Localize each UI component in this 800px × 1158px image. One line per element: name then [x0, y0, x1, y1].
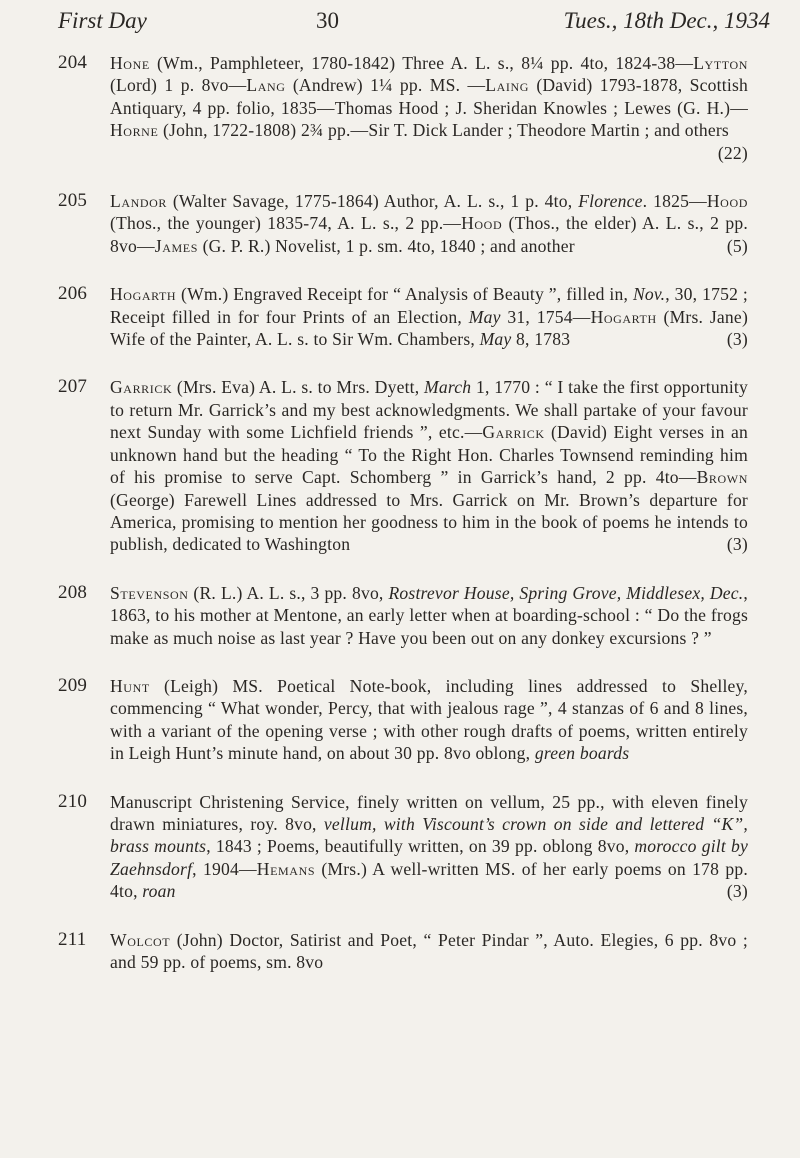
- lot-number: 204: [58, 52, 88, 73]
- lot-italic-text: morocco gilt by Zaehnsdorf: [110, 836, 748, 879]
- lot-text: (George) Farewell Lines addressed to Mrs. Garrick on Mr. Brown’s departure for America, promising to mention her goodness to him in the book of poems he intends to publish, dedicated to Washington: [110, 489, 748, 555]
- lot-italic-text: May: [468, 306, 501, 327]
- lot-text: , 1863, to his mother at Mentone, an early letter when at boarding-school : “ Do the frogs make as much noise as last year ? Have you been out on any donkey excursions ? ”: [110, 582, 748, 648]
- lot-number: 206: [58, 283, 88, 305]
- lot-text: (Mrs. Eva) A. L. s. to Mrs. Dyett,: [172, 377, 425, 398]
- lot-number: 209: [58, 674, 88, 696]
- author-name: Hemans: [256, 858, 316, 879]
- page-number: 30: [316, 8, 339, 33]
- session-label: First Day: [58, 8, 147, 33]
- lot-text: (G. P. R.) Novelist, 1 p. sm. 4to, 1840 ; and another: [197, 235, 575, 256]
- lot-text: Manuscript Christening Service, finely written on vellum, 25 pp., with eleven finely drawn miniatures, roy. 8vo,: [110, 791, 748, 834]
- lot-text: (John, 1722-1808) 2¾ pp.—Sir T. Dick Lander ; Theodore Martin ; and others: [158, 120, 729, 141]
- lot-number: 205: [58, 190, 88, 212]
- item-count: (5): [726, 235, 748, 256]
- author-name: James: [154, 235, 198, 256]
- lot-entry-205: [0, 190, 800, 257]
- lot-italic-text: Rostrevor House, Spring Grove, Middlesex, Dec.: [388, 582, 744, 603]
- lot-text: (David) Eight verses in an unknown hand but the heading “ To the Right Hon. Charles Townsend reminding him of his promise to serve Capt. Schomberg ” in Garrick’s hand, 2 pp. 4to—: [110, 422, 748, 488]
- item-count: (3): [726, 881, 748, 902]
- lot-text: , 1904—: [192, 858, 257, 879]
- lot-text: (Mrs.) A well-written MS. of her early poems on 178 pp. 4to,: [110, 858, 748, 902]
- lot-text: (Lord) 1 p. 8vo—: [110, 75, 247, 96]
- author-name: Garrick: [482, 422, 545, 443]
- lot-text: (Walter Savage, 1775-1864) Author, A. L. s., 1 p. 4to,: [167, 191, 579, 212]
- lot-italic-text: May: [479, 329, 512, 350]
- author-name: Landor: [110, 191, 168, 212]
- lot-text: (Thos., the younger) 1835-74, A. L. s., 2 pp.—: [110, 213, 462, 234]
- lot-entry-210: [0, 791, 800, 903]
- author-name: Brown: [696, 467, 748, 488]
- lot-text: (Mrs. Jane) Wife of the Painter, A. L. s. to Sir Wm. Chambers,: [110, 306, 748, 350]
- author-name: Hone: [110, 53, 150, 73]
- lot-text: 1, 1770 : “ I take the first opportunity to return Mr. Garrick’s and my best acknowledgments. We shall partake of your favour next Sunday with some Lichfield friends ”, etc.—: [110, 377, 748, 443]
- author-name: Laing: [485, 75, 530, 96]
- author-name: Hogarth: [590, 306, 657, 327]
- author-name: Lang: [246, 75, 286, 96]
- author-name: Hood: [706, 191, 748, 212]
- author-name: Hunt: [110, 675, 150, 696]
- lot-text: (David) 1793-1878, Scottish Antiquary, 4 pp. folio, 1835—Thomas Hood ; J. Sheridan Knowles ; Lewes (G. H.)—: [110, 75, 748, 118]
- lot-text: 8, 1783: [511, 329, 571, 350]
- lot-number: 210: [58, 790, 88, 812]
- lot-number: 211: [58, 928, 87, 950]
- lot-text: , 1843 ; Poems, beautifully written, on 39 pp. oblong 8vo,: [206, 836, 635, 857]
- lot-text: 31, 1754—: [500, 306, 591, 327]
- lot-entry-211: [0, 929, 800, 974]
- author-name: Hogarth: [110, 284, 177, 305]
- lot-text: (Thos., the elder) A. L. s., 2 pp. 8vo—: [110, 213, 748, 256]
- lot-italic-text: Florence: [578, 191, 643, 212]
- lot-text: (John) Doctor, Satirist and Poet, “ Peter Pindar ”, Auto. Elegies, 6 pp. 8vo ; and 59 pp. of poems, sm. 8vo: [110, 929, 748, 972]
- page-header: [58, 8, 770, 38]
- author-name: Hood: [461, 213, 503, 234]
- author-name: Horne: [110, 120, 159, 141]
- author-name: Wolcot: [110, 929, 171, 950]
- lot-entry-208: [0, 582, 800, 649]
- item-count: (3): [726, 329, 748, 350]
- lot-entry-207: [0, 376, 800, 555]
- lot-text: . 1825—: [642, 191, 707, 212]
- lot-text: (Wm., Pamphleteer, 1780-1842) Three A. L. s., 8¼ pp. 4to, 1824-38—: [149, 53, 694, 73]
- lot-entry-204: [0, 52, 800, 164]
- item-count: (3): [726, 534, 748, 555]
- catalogue-entries: [0, 52, 800, 999]
- lot-italic-text: vellum, with Viscount’s crown on side and lettered “K”, brass mounts: [110, 813, 748, 857]
- lot-text: (Wm.) Engraved Receipt for “ Analysis of Beauty ”, filled in,: [176, 284, 633, 305]
- lot-number: 208: [58, 581, 88, 603]
- lot-entry-206: [0, 283, 800, 350]
- lot-italic-text: March: [424, 377, 472, 398]
- lot-italic-text: Nov.: [632, 284, 666, 305]
- lot-italic-text: green boards: [534, 743, 630, 764]
- lot-number: 207: [58, 376, 88, 398]
- lot-italic-text: roan: [142, 881, 176, 902]
- author-name: Garrick: [110, 377, 173, 398]
- author-name: Lytton: [693, 53, 748, 73]
- lot-text: , 30, 1752 ; Receipt filled in for four Prints of an Election,: [110, 284, 748, 327]
- lot-text: (Leigh) MS. Poetical Note-book, including lines addressed to Shelley, commencing “ What wonder, Percy, that with jealous rage ”, 4 stanzas of 6 and 8 lines, with a variant of the opening verse ; with other rough drafts of poems, written entirely in Leigh Hunt’s minute hand, on about 30 pp. 8vo oblong,: [110, 675, 748, 764]
- lot-text: (R. L.) A. L. s., 3 pp. 8vo,: [188, 582, 389, 603]
- item-count: (22): [717, 142, 748, 163]
- author-name: Stevenson: [110, 582, 189, 603]
- lot-entry-209: [0, 675, 800, 765]
- lot-text: (Andrew) 1¼ pp. MS. —: [285, 75, 486, 96]
- sale-date: Tues., 18th Dec., 1934: [563, 8, 770, 33]
